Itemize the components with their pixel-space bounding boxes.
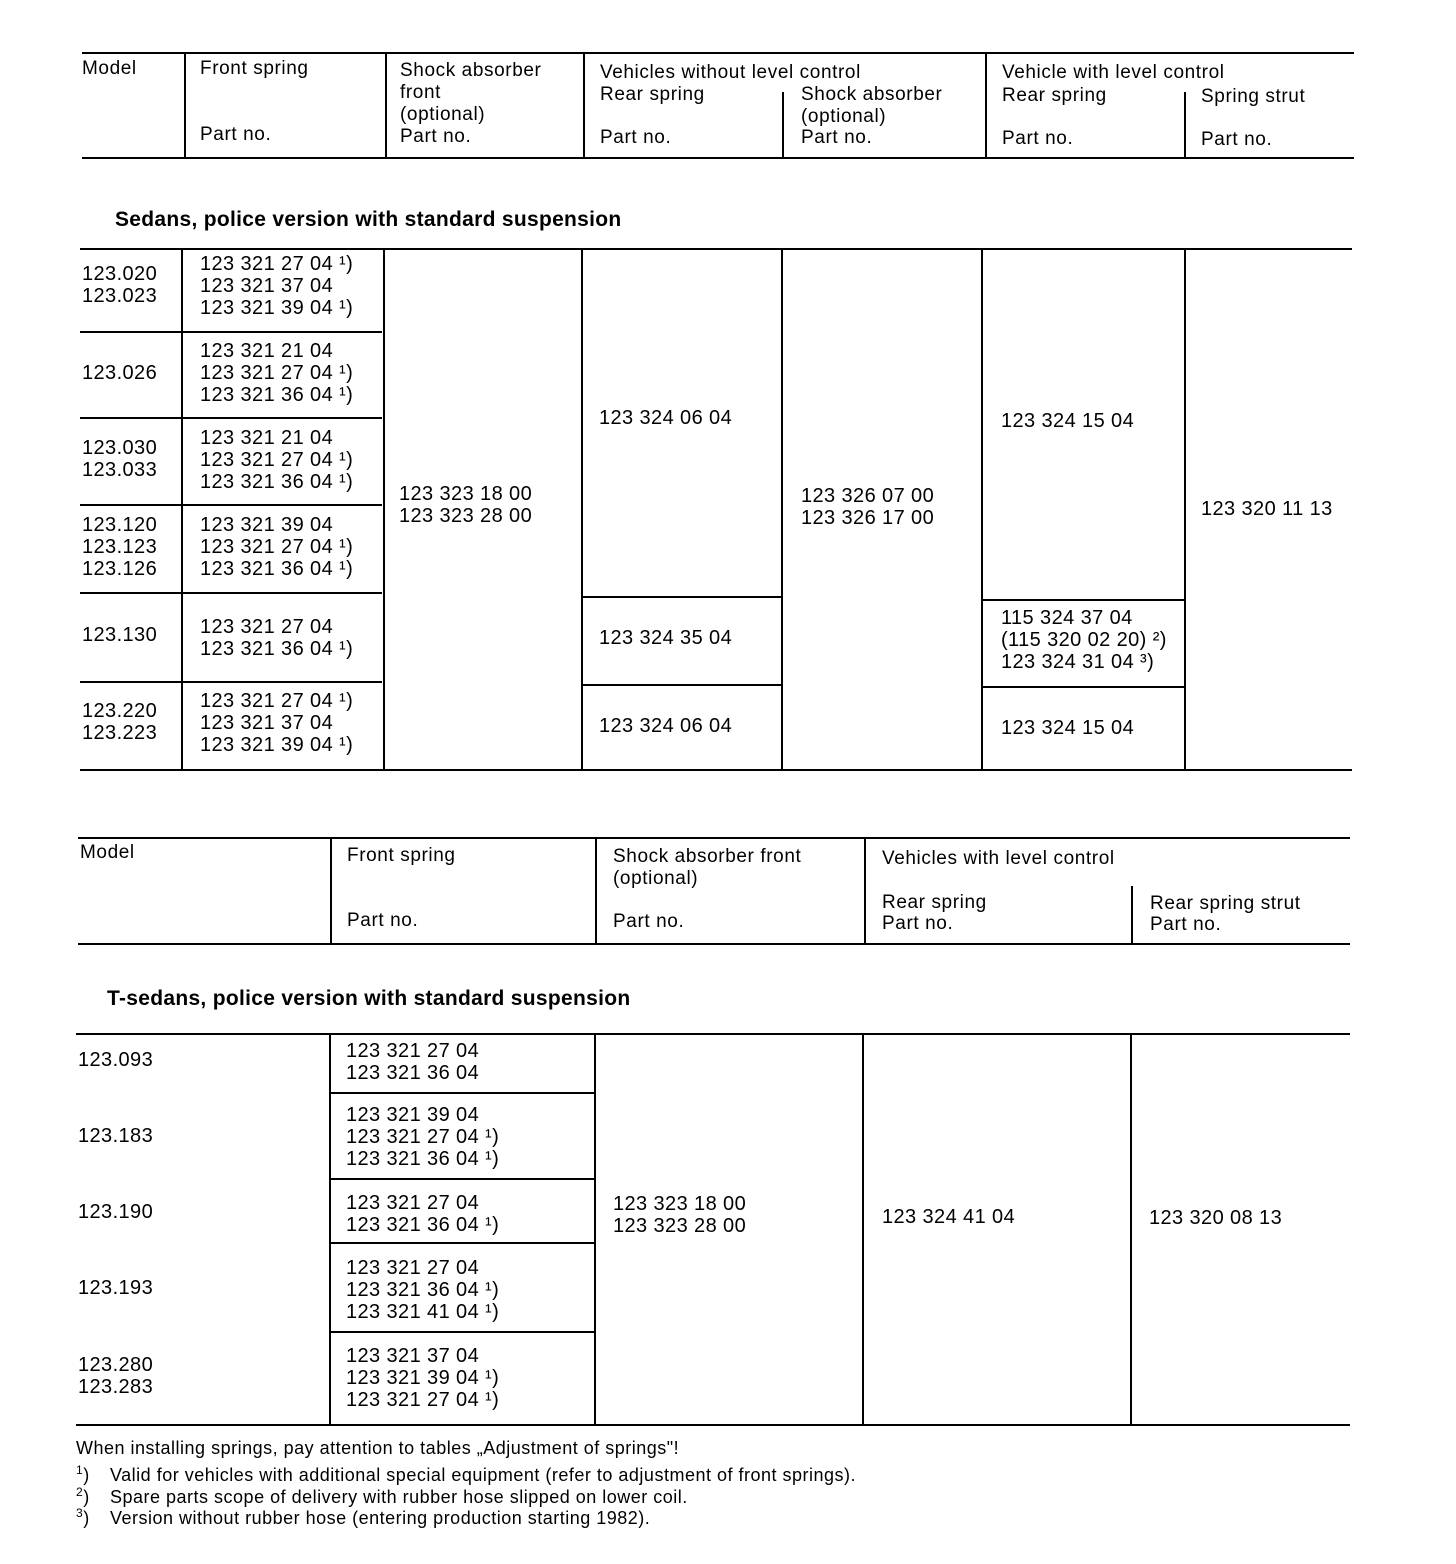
header-part-no: Part no. xyxy=(1002,128,1074,149)
divider xyxy=(985,52,987,157)
footnote-mark: 1 xyxy=(76,1463,84,1477)
rear-spring-cell: 123 324 41 04 xyxy=(882,1206,1016,1228)
divider xyxy=(862,1033,864,1424)
divider xyxy=(583,52,585,157)
header-part-no: Part no. xyxy=(1201,129,1273,150)
divider xyxy=(781,248,783,769)
spring-strut-cell: 123 320 11 13 xyxy=(1201,498,1333,520)
footnote-text: Version without rubber hose (entering production starting 1982). xyxy=(110,1508,651,1528)
table1-body-top-rule xyxy=(80,248,1352,250)
rear-spring-cell: 123 324 06 04 xyxy=(599,407,733,429)
header-front-spring: Front spring xyxy=(200,58,309,79)
section-title-t-sedans: T-sedans, police version with standard suspension xyxy=(107,987,631,1010)
header-model: Model xyxy=(82,58,137,79)
header-part-no: Part no. xyxy=(200,124,272,145)
header-shock-absorber: Shock absorber xyxy=(400,60,542,81)
divider xyxy=(594,1033,596,1424)
row-rule xyxy=(80,331,382,333)
model-cell: 123.183 xyxy=(78,1125,154,1147)
front-spring-cell: 123 321 27 04 123 321 36 04 ¹) 123 321 41 04 ¹) xyxy=(346,1257,500,1323)
model-cell: 123.026 xyxy=(82,362,158,384)
row-rule xyxy=(981,599,1184,601)
footnote-3: $^3$) Version without rubber hose (entering production starting 1982). xyxy=(76,1506,651,1528)
model-cell: 123.220 123.223 xyxy=(82,700,158,744)
row-rule xyxy=(581,684,781,686)
footnote-mark: 3 xyxy=(76,1506,84,1520)
header-shock-absorber-rear: Shock absorber xyxy=(801,84,943,105)
rear-spring-lc-cell: 123 324 15 04 xyxy=(1001,717,1135,739)
front-spring-cell: 123 321 21 04 123 321 27 04 ¹) 123 321 36 04 ¹) xyxy=(200,427,354,493)
front-spring-cell: 123 321 27 04 123 321 36 04 ¹) xyxy=(200,616,354,660)
header-rear-spring: Rear spring xyxy=(600,84,705,105)
front-spring-cell: 123 321 39 04 123 321 27 04 ¹) 123 321 36 04 ¹) xyxy=(346,1104,500,1170)
header-front-spring: Front spring xyxy=(347,845,456,866)
model-cell: 123.130 xyxy=(82,624,158,646)
divider xyxy=(181,248,183,769)
row-rule xyxy=(329,1331,594,1333)
footnote-2: $^2$) Spare parts scope of delivery with rubber hose slipped on lower coil. xyxy=(76,1485,688,1507)
table1-header-top-rule xyxy=(82,52,1354,54)
header-part-no: Part no. xyxy=(613,911,685,932)
model-cell: 123.193 xyxy=(78,1277,154,1299)
front-spring-cell: 123 321 27 04 ¹) 123 321 37 04 123 321 39 04 ¹) xyxy=(200,253,354,319)
model-cell: 123.190 xyxy=(78,1201,154,1223)
header-with-level-control: Vehicle with level control xyxy=(1002,62,1225,83)
header-part-no: Part no. xyxy=(600,127,672,148)
divider xyxy=(782,92,784,157)
header-part-no: Part no. xyxy=(882,913,954,934)
table2-header-top-rule xyxy=(78,837,1350,839)
footnote-text: Spare parts scope of delivery with rubber hose slipped on lower coil. xyxy=(110,1487,688,1507)
footnote-text: Valid for vehicles with additional special equipment (refer to adjustment of front springs). xyxy=(110,1465,857,1485)
shock-rear-cell: 123 326 07 00 123 326 17 00 xyxy=(801,485,935,529)
model-cell: 123.020 123.023 xyxy=(82,263,158,307)
header-without-level-control: Vehicles without level control xyxy=(600,62,861,83)
header-model: Model xyxy=(80,842,135,863)
divider xyxy=(385,52,387,157)
table2-header-bottom-rule xyxy=(78,943,1350,945)
shock-front-cell: 123 323 18 00 123 323 28 00 xyxy=(399,483,533,527)
section-title-sedans: Sedans, police version with standard suspension xyxy=(115,208,622,231)
shock-front-cell: 123 323 18 00 123 323 28 00 xyxy=(613,1193,747,1237)
header-shock-front: front xyxy=(400,82,442,103)
table1-body-bottom-rule xyxy=(80,769,1352,771)
divider xyxy=(595,837,597,943)
divider xyxy=(1130,1033,1132,1424)
row-rule xyxy=(80,681,382,683)
divider xyxy=(330,837,332,943)
front-spring-cell: 123 321 27 04 123 321 36 04 ¹) xyxy=(346,1192,500,1236)
header-spring-strut: Spring strut xyxy=(1201,86,1306,107)
divider xyxy=(1184,92,1186,157)
row-rule xyxy=(80,592,382,594)
row-rule xyxy=(329,1242,594,1244)
rear-spring-strut-cell: 123 320 08 13 xyxy=(1149,1207,1283,1229)
rear-spring-lc-cell: 115 324 37 04 (115 320 02 20) ²) 123 324 31 04 ³) xyxy=(1001,607,1167,673)
divider xyxy=(864,837,866,943)
divider xyxy=(184,52,186,157)
front-spring-cell: 123 321 39 04 123 321 27 04 ¹) 123 321 36 04 ¹) xyxy=(200,514,354,580)
rear-spring-cell: 123 324 35 04 xyxy=(599,627,733,649)
front-spring-cell: 123 321 27 04 ¹) 123 321 37 04 123 321 39 04 ¹) xyxy=(200,690,354,756)
front-spring-cell: 123 321 37 04 123 321 39 04 ¹) 123 321 27 04 ¹) xyxy=(346,1345,500,1411)
row-rule xyxy=(981,686,1184,688)
header-part-no: Part no. xyxy=(801,127,873,148)
header-optional: (optional) xyxy=(400,104,486,125)
model-cell: 123.093 xyxy=(78,1049,154,1071)
table1-header-bottom-rule xyxy=(82,157,1354,159)
divider xyxy=(981,248,983,769)
divider xyxy=(581,248,583,769)
divider xyxy=(1131,886,1133,943)
footnote-1: $^1$) Valid for vehicles with additional special equipment (refer to adjustment of front springs). xyxy=(76,1463,857,1485)
header-part-no: Part no. xyxy=(1150,914,1222,935)
model-cell: 123.120 123.123 123.126 xyxy=(82,514,158,580)
header-optional: (optional) xyxy=(613,868,699,889)
table2-body-top-rule xyxy=(76,1033,1350,1035)
row-rule xyxy=(80,417,382,419)
model-cell: 123.280 123.283 xyxy=(78,1354,154,1398)
footnote-intro: When installing springs, pay attention to tables „Adjustment of springs"! xyxy=(76,1438,680,1458)
rear-spring-lc-cell: 123 324 15 04 xyxy=(1001,410,1135,432)
header-part-no: Part no. xyxy=(400,126,472,147)
divider xyxy=(1184,248,1186,769)
front-spring-cell: 123 321 27 04 123 321 36 04 xyxy=(346,1040,480,1084)
rear-spring-cell: 123 324 06 04 xyxy=(599,715,733,737)
footnote-mark: 2 xyxy=(76,1485,84,1499)
header-optional: (optional) xyxy=(801,106,887,127)
header-rear-spring: Rear spring xyxy=(882,892,987,913)
header-part-no: Part no. xyxy=(347,910,419,931)
front-spring-cell: 123 321 21 04 123 321 27 04 ¹) 123 321 36 04 ¹) xyxy=(200,340,354,406)
table2-body-bottom-rule xyxy=(76,1424,1350,1426)
model-cell: 123.030 123.033 xyxy=(82,437,158,481)
header-rear-spring: Rear spring xyxy=(1002,85,1107,106)
row-rule xyxy=(329,1092,594,1094)
header-shock-absorber-front: Shock absorber front xyxy=(613,846,802,867)
header-rear-spring-strut: Rear spring strut xyxy=(1150,893,1301,914)
divider xyxy=(383,248,385,769)
row-rule xyxy=(80,504,382,506)
row-rule xyxy=(329,1178,594,1180)
row-rule xyxy=(581,596,781,598)
header-with-level-control: Vehicles with level control xyxy=(882,848,1115,869)
